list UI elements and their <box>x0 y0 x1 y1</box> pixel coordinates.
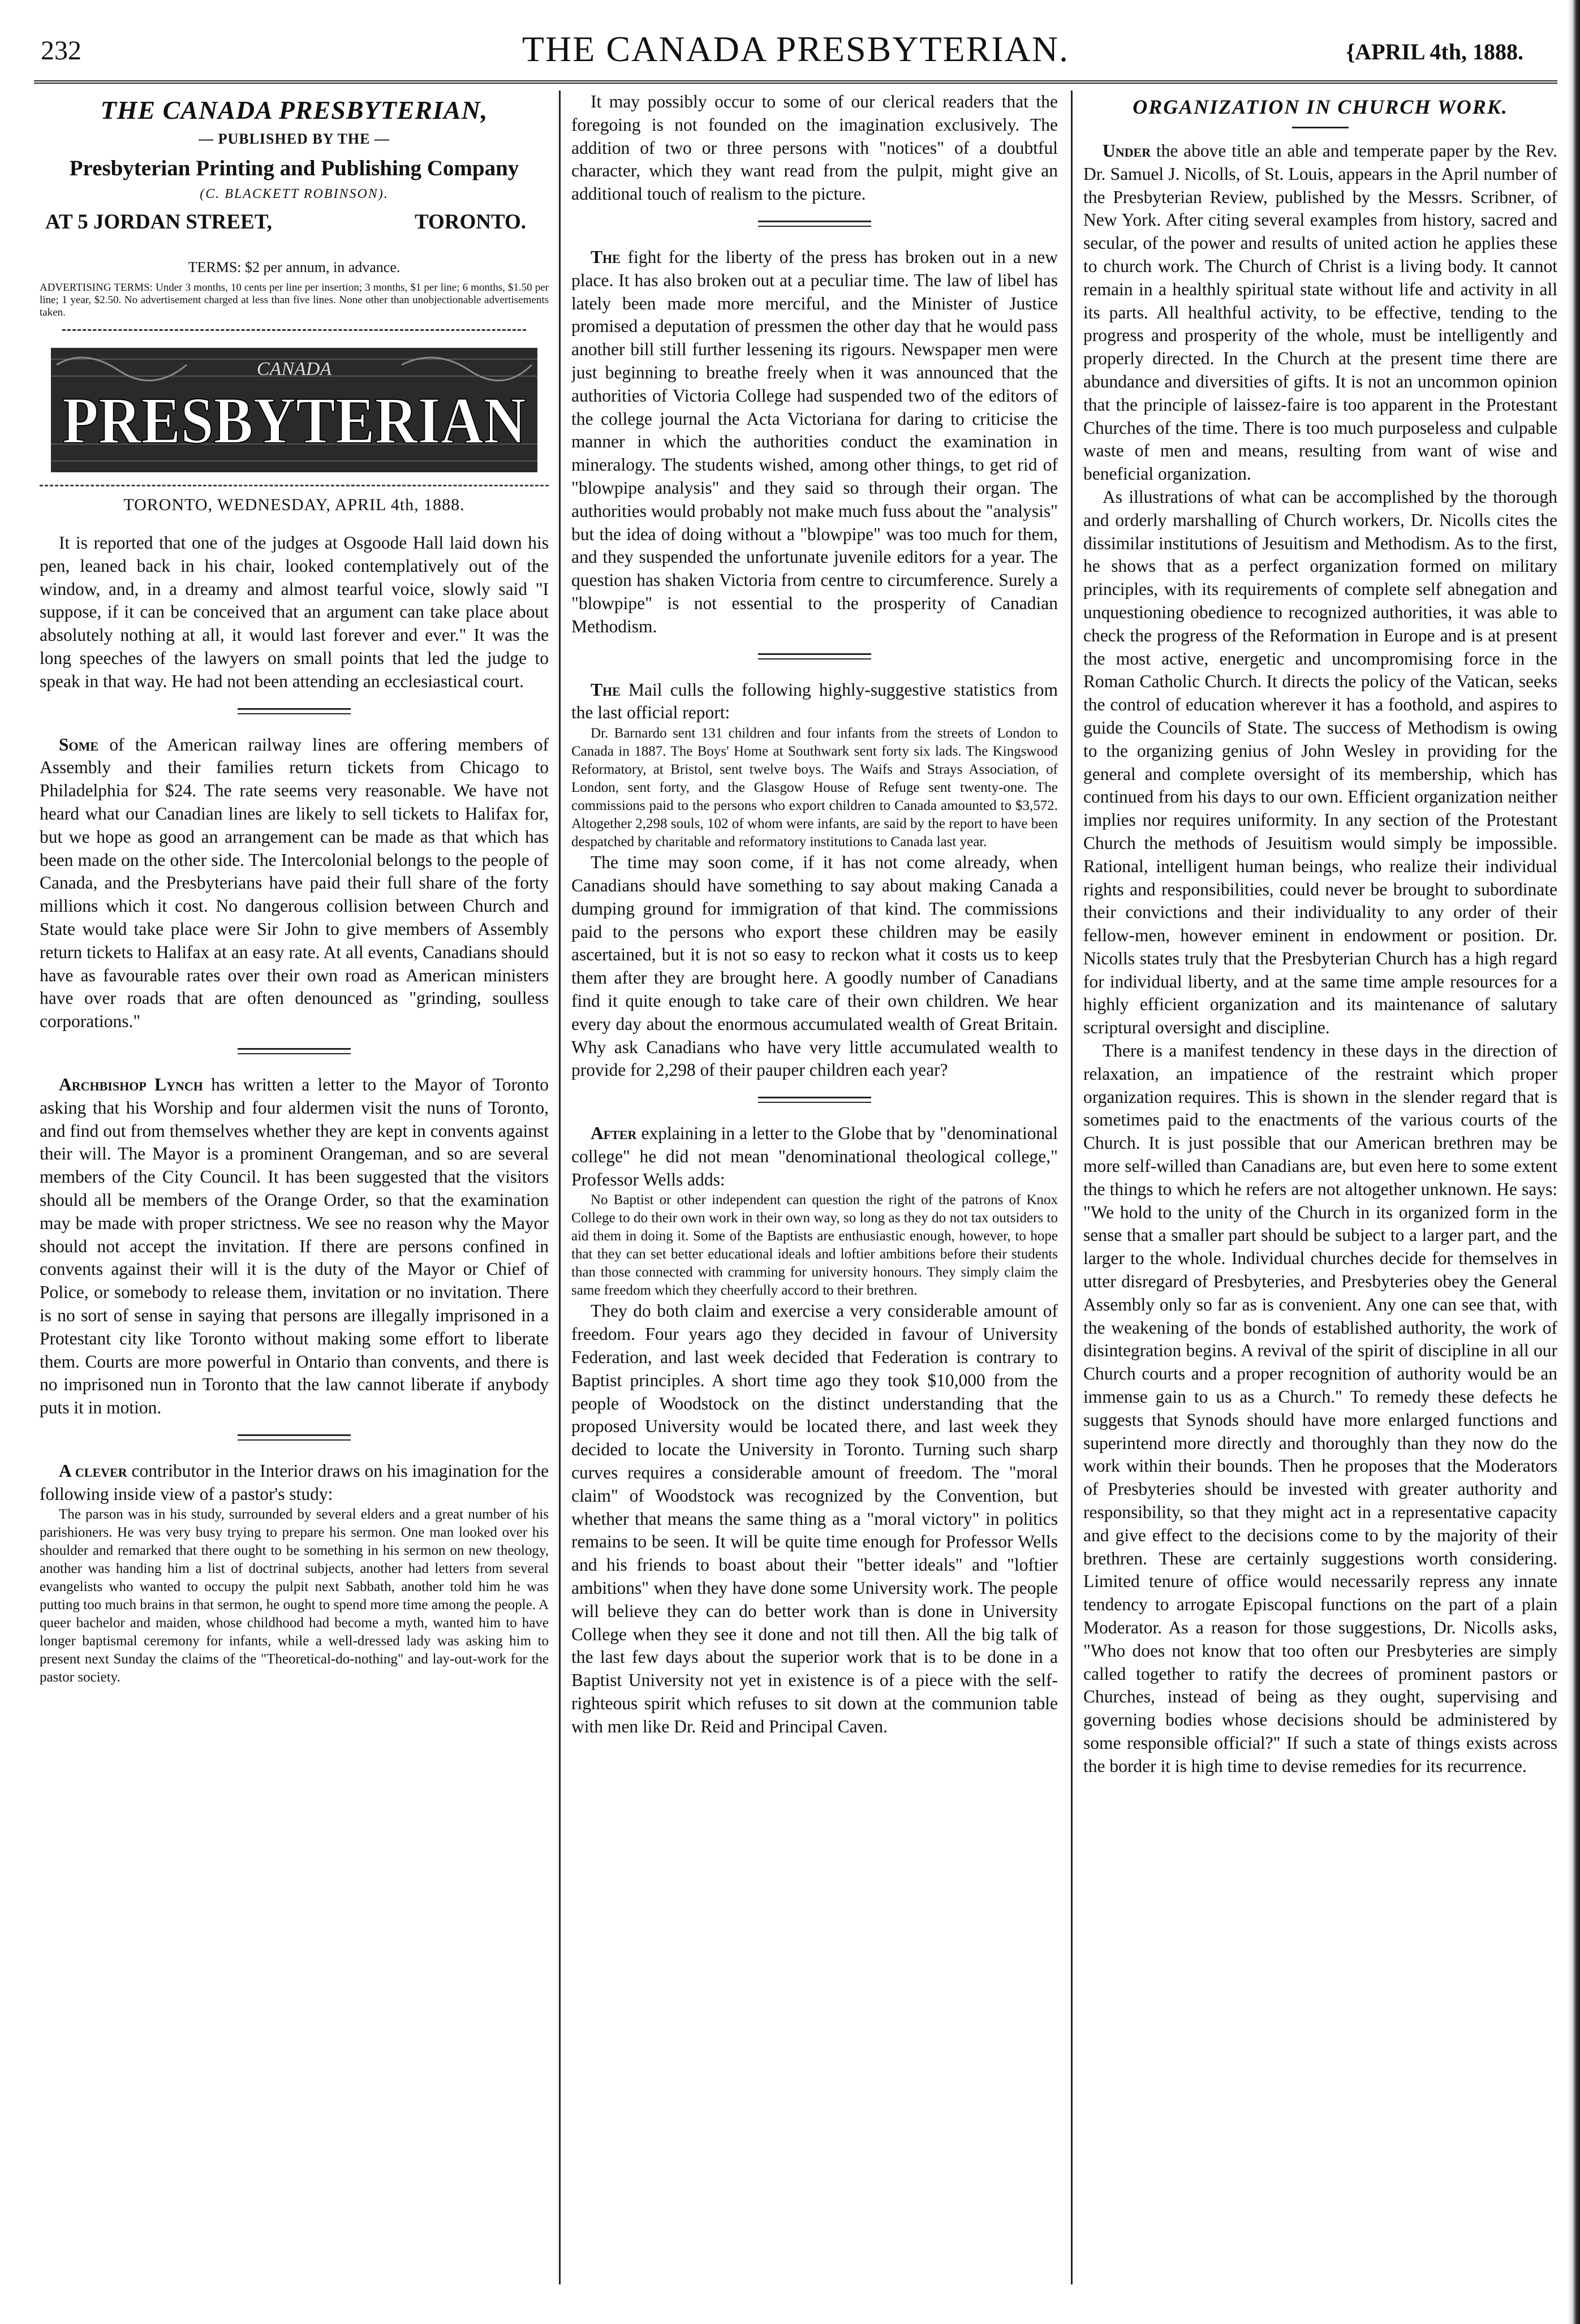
article-separator <box>238 1434 351 1441</box>
masthead-city: TORONTO. <box>414 210 526 234</box>
article-separator <box>238 1048 351 1054</box>
paragraph-text: explaining in a letter to the Globe that by "denominational college" he did not mean "denominational theological college," Professor Wells adds: <box>571 1123 1058 1189</box>
quoted-excerpt: The parson was in his study, surrounded by several elders and a great number of his parishioners. He was very busy trying to prepare his sermon. One man looked over his shoulder and remarked that there ought to be something in his sermon on new theology, another was handing him a list of doctrinal subjects, another had letters from several evangelists who wanted to occupy the pulpit next Sabbath, another told him he was putting too much brains in that sermon, he ought to spend more time among the people. A queer bachelor and maiden, whose childhood had become a myth, wanted him to have longer baptismal ceremony for infants, while a well-dressed lady was asking him to present next Sunday the claims of the "Theoretical-do-nothing" and lay-out-work for the pastor society. <box>40 1507 549 1685</box>
paragraph-text: the above title an able and temperate paper by the Rev. Dr. Samuel J. Nicolls, of St. Louis, appears in the April number of the Presbyterian Review, published by the Messrs. Scribner, of New York. After citing several examples from history, sacred and secular, of the power and results of united action he applies these to church work. The Church of Christ is a living body. It cannot remain in a healthly spiritual state without life and activity in all its parts. All healthful activity, to be effective, tending to the progress and prosperity of the whole, must be intelligently and properly directed. In the Church at the present time there are abundance and diversities of gifts. It is not an uncommon opinion that the principle of laissez-faire is too apparent in the Protestant Churches of the time. There is too much purposeless and culpable waste of men and means, resulting from want of wise and beneficial organization. <box>1083 141 1557 484</box>
subscription-terms: TERMS: $2 per annum, in advance. <box>188 259 401 275</box>
article-heading: ORGANIZATION IN CHURCH WORK. <box>1133 96 1508 118</box>
article-paragraph <box>571 679 1058 725</box>
heading-rule <box>1292 127 1349 128</box>
lead-word: Archbishop Lynch <box>59 1074 203 1094</box>
page-edge-shadow <box>1568 0 1580 2324</box>
masthead-editor: (C. BLACKETT ROBINSON). <box>200 187 389 201</box>
article-paragraph <box>40 734 549 1033</box>
article-separator <box>238 708 351 714</box>
article-paragraph: They do both claim and exercise a very considerable amount of freedom. Four years ago they decided in favour of University Federation, and last week decided that Federation is contrary to Baptist principles. A short time ago they took $10,000 from the people of Woodstock on the distinct understanding that the proposed University would be located there, and last week they decided to locate the University in Toronto. Turning such sharp curves requires a considerable amount of freedom. The "moral claim" of Woodstock was recognized by the Convention, but whether that means the same thing as a "moral victory" in politics remains to be seen. It will be quite time enough for Professor Wells and his friends to boast about their "better ideals" and "loftier ambitions" when they have done some University work. The people will believe they can do better work than is done in University College when they see it done and not till then. All the big talk of the last few days about the superior work that is to be done in a Baptist University not yet in existence is of a piece with the self-righteous spirit which refuses to sit down at the communion table with men like Dr. Reid and Principal Caven. <box>571 1301 1058 1736</box>
article-paragraph <box>40 1073 549 1420</box>
lead-word: Under <box>1103 141 1151 161</box>
paragraph-text: of the American railway lines are offering members of Assembly and their families return tickets from Chicago to Philadelphia for $24. The rate seems very reasonable. We have not heard what our Canadian lines are likely to sell tickets to Halifax for, but we hope as good an arrangement can be made as that which has been made on the other side. The Intercolonial belongs to the people of Canada, and the Presbyterians have paid their full share of the forty millions which it cost. No dangerous collision between Church and State would take place were Sir John to give members of Assembly return tickets to Halifax at an easy rate. At all events, Canadians should have as favourable rates over their own road as American ministers have over roads that are often denounced as "grinding, soulless corporations." <box>40 734 549 1032</box>
lead-word: After <box>591 1123 637 1144</box>
column-divider <box>559 90 561 2284</box>
masthead-address <box>40 210 549 234</box>
article-paragraph: The time may soon come, if it has not come already, when Canadians should have something to say about making Canada a dumping ground for immigration of that kind. The commissions paid to the persons who export these children may be easily ascertained, but it is not so easy to reckon what it costs us to keep them after they are brought here. A goodly number of Canadians find it quite enough to take care of their own children. We hear every day about the enormous accumulated wealth of Great Britain. Why ask Canadians who have very little accumulated wealth to provide for 2,298 of their pauper children each year? <box>571 852 1058 1080</box>
masthead-company: Presbyterian Printing and Publishing Company <box>69 156 519 180</box>
article-paragraph: It is reported that one of the judges at Osgoode Hall laid down his pen, leaned back in his chair, looked contemplatively out of the window, and, in a dreamy and almost tearful voice, slowly said "I suppose, if it can be conceived that an argument can take place about absolutely nothing at all, it would last forever and ever." It was the long speeches of the lawyers on small points that led the judge to speak in that way. He had not been attending an ecclesiastical court. <box>40 533 549 691</box>
quoted-excerpt: Dr. Barnardo sent 131 children and four infants from the streets of London to Canada in 1887. The Boys' Home at Southwark sent forty six lads. The Kingswood Reformatory, at Bristol, sent twelve boys. The Waifs and Strays Association, of London, sent forty, and the Glasgow House of Refuge sent twenty-one. The commissions paid to the persons who export children to Canada amounted to $3,572. Altogether 2,298 souls, 102 of whom were infants, are said by the report to have been despatched by charitable and reformatory institutions to Canada last year. <box>571 726 1058 850</box>
article-paragraph: It may possibly occur to some of our clerical readers that the foregoing is not founded on the imagination exclusively. The addition of two or three persons with "notices" of a doubtful character, which they want read from the pulpit, might give an additional touch of realism to the picture. <box>571 92 1058 204</box>
article-paragraph <box>571 1122 1058 1191</box>
article-paragraph <box>1083 140 1557 486</box>
masthead-paper-name: THE CANADA PRESBYTERIAN, <box>100 96 488 124</box>
column-middle <box>571 90 1058 2290</box>
logo-main-text: PRESBYTERIAN <box>62 383 526 458</box>
page-number: 232 <box>41 36 81 66</box>
column-left <box>40 90 549 2290</box>
paragraph-text: has written a letter to the Mayor of Toronto asking that his Worship and four aldermen visit the nuns of Toronto, and find out from themselves whether they are kept in convents against their will. The Mayor is a prominent Orangeman, and so are several members of the City Council. It has been suggested that the visitors should all be members of the Orange Order, so that the examination may be made with proper strictness. We see no reason why the Mayor should not accept the invitation. If there are persons confined in convents against their will it is the duty of the Mayor or Chief of Police, or somebody to release them, invitation or no invitation. There is no sort of sense in saying that persons are illegally imprisoned in a Protestant city like Toronto without making some effort to liberate them. Courts are more powerful in Ontario than convents, and there is no imprisoned nun in Toronto that the law cannot liberate if anybody puts it in motion. <box>40 1074 549 1418</box>
advertising-terms: ADVERTISING TERMS: Under 3 months, 10 cents per line per insertion; 3 months, $1 per line; 6 months, $1.50 per line; 1 year, $2.50. No advertisement charged at less than five lines. None other than unobjectionable advertisements taken. <box>40 282 549 318</box>
presbyterian-logo <box>51 348 537 472</box>
article-separator <box>758 1097 871 1103</box>
paragraph-text: fight for the liberty of the press has broken out in a new place. It has also broken out at a peculiar time. The law of libel has lately been made more merciful, and the Minister of Justice promised a deputation of pressmen the other day that he would pass another bill still further lessening its rigours. Newspaper men were just beginning to breathe freely when it was announced that the authorities of Victoria College had suspended two of the editors of the college journal the Acta Victoriana for daring to criticise the manner in which the authorities conduct the examination in mineralogy. The students wished, among other things, to get rid of "blowpipe analysis" and they said so through their organ. The authorities would probably not make much fuss about the "analysis" but the idea of doing without a "blowpipe" was too much for them, and they suspended the unfortunate juvenile editors for a year. The question has shaken Victoria from centre to circumference. Surely a "blowpipe" is not essential to the prosperity of Canadian Methodism. <box>571 247 1058 636</box>
article-paragraph <box>40 1460 549 1506</box>
lead-word: The <box>591 247 621 267</box>
paragraph-text: Mail culls the following highly-suggestive statistics from the last official report: <box>571 679 1058 723</box>
column-divider <box>1071 90 1073 2284</box>
logo-graphic <box>51 348 537 472</box>
lead-word: Some <box>59 734 99 754</box>
masthead-divider <box>62 329 526 331</box>
newspaper-title: THE CANADA PRESBYTERIAN. <box>522 29 1070 69</box>
article-separator <box>758 653 871 659</box>
article-paragraph <box>571 246 1058 639</box>
masthead-published-by: — PUBLISHED BY THE — <box>199 131 390 147</box>
masthead-street: AT 5 JORDAN STREET, <box>45 210 272 234</box>
issue-date: {APRIL 4th, 1888. <box>1346 39 1523 64</box>
article-paragraph: As illustrations of what can be accomplished by the thorough and orderly marshalling of Church workers, Dr. Nicolls cites the dissimilar institutions of Jesuitism and Methodism. As to the first, he shows that as a perfect organization formed on military principles, with its requirements of complete self abnegation and unquestioning obedience to recognized authorities, it was able to check the progress of the Reformation in Europe and is at present the most active, energetic and uncompromising force in the Roman Catholic Church. It directs the policy of the Vatican, seeks the control of education wherever it has a foothold, and aspires to guide the Councils of State. The success of Methodism is owing to the organizing genius of John Wesley in providing for the general and complete oversight of its membership, which has continued from his days to our own. Efficient organization neither implies nor requires uniformity. In any section of the Protestant Church the methods of Jesuitism would simply be impossible. Rational, intelligent human beings, who realize their individual rights and responsibilities, could never be brought to subordinate their convictions and their individuality to any order of their fellow-men, however eminent in endowment or position. Dr. Nicolls states truly that the Presbyterian Church has a high regard for individual liberty, and at the same time ample resources for a highly efficient organization and its maintenance of salutary scriptural oversight and discipline. <box>1083 486 1557 1038</box>
quoted-excerpt: No Baptist or other independent can question the right of the patrons of Knox College to do their own work in their own way, so long as they do not tax outsiders to aid them in doing it. Some of the Baptists are enthusiastic enough, however, to hope that they can set better educational ideals and loftier ambitions before their students than those connected with cramming for university honours. They simply claim the same freedom which they cheerfully accord to their brethren. <box>571 1192 1058 1299</box>
column-right <box>1083 90 1557 2290</box>
paragraph-text: contributor in the Interior draws on his imagination for the following inside view of a pastor's study: <box>40 1460 549 1504</box>
article-separator <box>758 221 871 227</box>
masthead-dateline: TORONTO, WEDNESDAY, APRIL 4th, 1888. <box>40 485 549 515</box>
article-paragraph: There is a manifest tendency in these days in the direction of relaxation, an impatience of the restraint which proper organization requires. This is shown in the slender regard that is sometimes paid to the enactments of the various courts of the Church. It is just possible that our American brethren may be more self-willed than Canadians are, but even here to some extent the things to which he refers are not altogether unknown. He says: "We hold to the unity of the Church in its organized form in the sense that a smaller part should be subject to a larger part, and the larger to the whole. Individual churches decide for themselves in utter disregard of Presbyteries, and Presbyteries obey the General Assembly only so far as is convenient. Any one can see that, with the weakening of the bonds of established authority, the work of disintegration begins. A revival of the spirit of discipline in all our Church courts and a proper recognition of authority would be an immense gain to us as a Church." To remedy these defects he suggests that Synods should have more enlarged functions and superintend more directly and thoroughly than they now do the work within their bounds. Then he proposes that the Moderators of Presbyteries should be invested with greater authority and responsibility, so that they might act in a representative capacity and give effect to the decisions come to by the majority of their brethren. These are certainly suggestions worth considering. Limited tenure of office would necessarily repress any innate tendency to arrogate Episcopal functions on the part of a plain Moderator. As a reason for those suggestions, Dr. Nicolls asks, "Who does not know that too often our Presbyteries are simply called together to ratify the decrees of prominent pastors or Churches, instead of being as they ought, supervising and governing bodies whose decisions should be administered by some responsible official?" If such a state of things exists across the border it is high time to devise remedies for its recurrence. <box>1083 1041 1557 1776</box>
lead-word: A clever <box>59 1460 127 1481</box>
lead-word: The <box>591 679 621 700</box>
page-header <box>34 28 1557 74</box>
header-rule <box>34 80 1557 84</box>
logo-small-text: CANADA <box>256 359 332 380</box>
